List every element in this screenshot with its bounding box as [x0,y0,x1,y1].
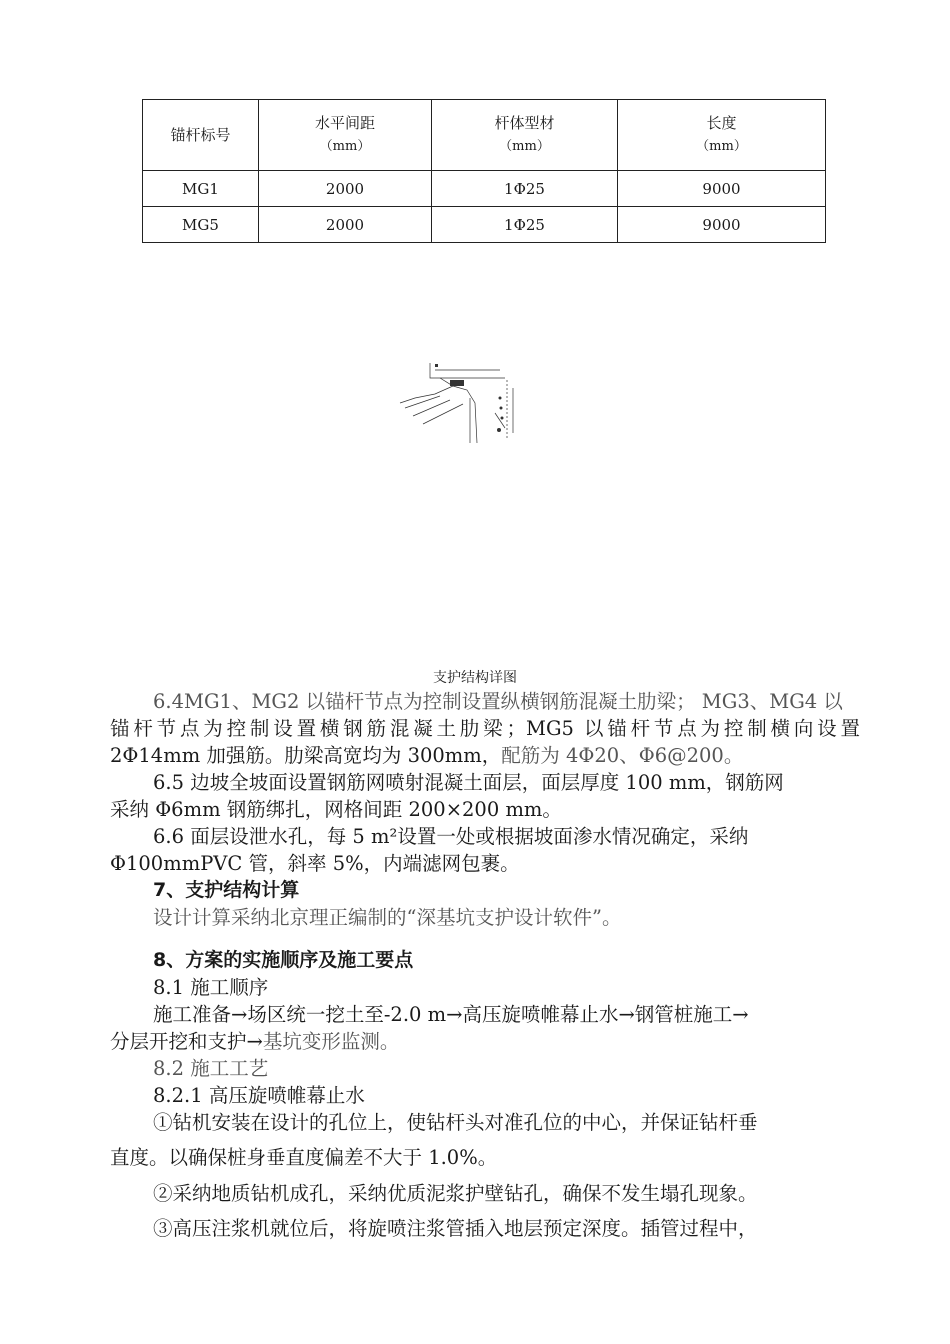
step-1-line2: 直度。以确保桩身垂直度偏差不大于 1.0%。 [110,1146,498,1169]
paragraph-8-1-line1: 施工准备→场区统一挖土至-2.0 m→高压旋喷帷幕止水→钢管桩施工→ [153,1003,749,1026]
step-3: ③高压注浆机就位后，将旋喷注浆管插入地层预定深度。插管过程中， [153,1217,758,1240]
heading-8: 8、方案的实施顺序及施工要点 [153,949,414,971]
paragraph-6-6-line1: 6.6 面层设泄水孔，每 5 m²设置一处或根据坡面渗水情况确定，采纳 [153,825,749,848]
paragraph-6-4-line2: 锚杆节点为控制设置横钢筋混凝土肋梁；MG5 以锚杆节点为控制横向设置 [110,717,860,740]
paragraph-6-4-line3 [110,742,860,769]
table-cell: 9000 [618,207,826,243]
table-cell: 2000 [259,207,432,243]
anchor-spec-table [142,99,826,243]
table-row [143,207,826,243]
paragraph-8-1-monitoring-text: 基坑变形监测。 [262,1030,400,1053]
heading-7: 7、支护结构计算 [153,879,300,901]
step-1-line1: ①钻机安装在设计的孔位上，使钻杆头对准孔位的中心，并保证钻杆垂 [153,1111,758,1134]
paragraph-8-1-line2-text: 分层开挖和支护→ [110,1030,263,1053]
table-cell: 9000 [618,171,826,207]
table-row [143,171,826,207]
section-8-1-title: 8.1 施工顺序 [153,976,269,999]
figure-caption: 支护结构详图 [433,670,517,686]
table-cell: 1Φ25 [432,171,618,207]
section-8-2-1-title: 8.2.1 高压旋喷帷幕止水 [153,1084,365,1107]
table-header-cell: 水平间距 （mm） [259,100,432,171]
table-cell: MG1 [143,171,259,207]
paragraph-6-6-line2: Φ100mmPVC 管，斜率 5%，内端滤网包裹。 [110,852,520,875]
table-header-cell: 长度 （mm） [618,100,826,171]
table-cell: 1Φ25 [432,207,618,243]
table-header-row [143,100,826,171]
table-header-cell: 杆体型材 （mm） [432,100,618,171]
paragraph-6-5-line1: 6.5 边坡全坡面设置钢筋网喷射混凝土面层，面层厚度 100 mm，钢筋网 [153,771,784,794]
paragraph-6-4-rebar-text: 配筋为 4Φ20、Φ6@200。 [501,744,744,767]
paragraph-8-1-line2 [110,1028,860,1055]
step-2: ②采纳地质钻机成孔，采纳优质泥浆护壁钻孔，确保不发生塌孔现象。 [153,1182,758,1205]
paragraph-6-4-line3-text: 2Φ14mm 加强筋。肋梁高宽均为 300mm， [110,744,502,767]
paragraph-6-5-line2: 采纳 Φ6mm 钢筋绑扎，网格间距 200×200 mm。 [110,798,562,821]
table-cell: 2000 [259,171,432,207]
section-8-2-title: 8.2 施工工艺 [153,1057,269,1080]
support-structure-drawing [395,358,530,443]
table-cell: MG5 [143,207,259,243]
table-header-cell: 锚杆标号 [143,100,259,171]
paragraph-7: 设计计算采纳北京理正编制的“深基坑支护设计软件”。 [153,906,622,929]
paragraph-6-4-line1: 6.4MG1、MG2 以锚杆节点为控制设置纵横钢筋混凝土肋梁； MG3、MG4 以 [153,690,843,713]
